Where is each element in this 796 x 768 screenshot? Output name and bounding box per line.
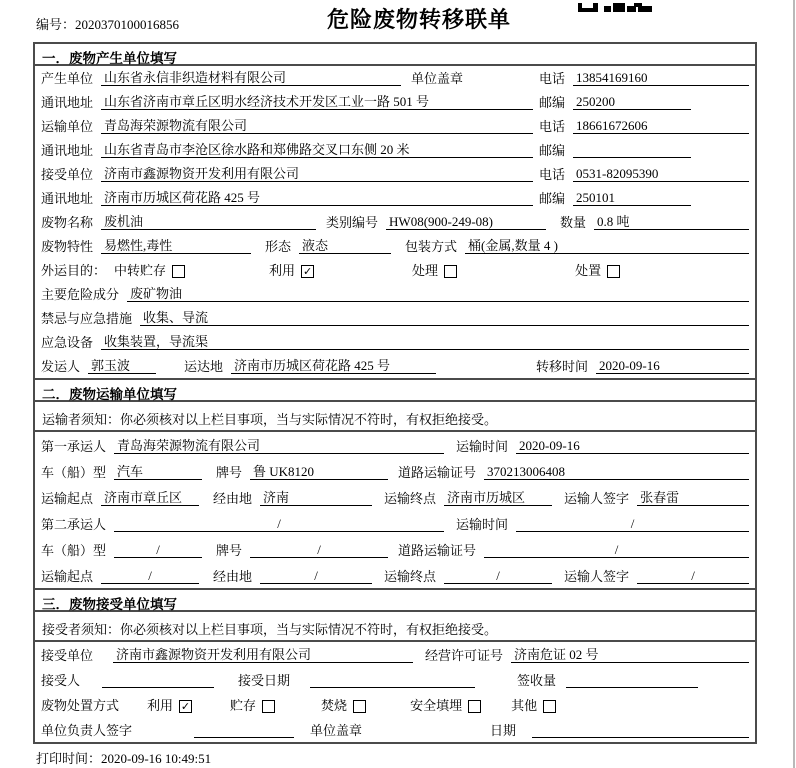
manifest-form — [33, 42, 757, 744]
transporter-zip-value — [573, 143, 691, 158]
waste-name-value: 废机油 — [101, 214, 316, 230]
receiver-notice: 接受者须知：你必须核对以上栏目事项，当与实际情况不符时，有权拒绝接受。 — [35, 612, 755, 642]
via1-value: 济南 — [260, 490, 372, 506]
row-second-carrier — [35, 510, 755, 536]
disposal-method-label: 废物处置方式 — [41, 698, 120, 713]
producer-address-value: 山东省济南市章丘区明水经济技术开发区工业一路 501 号 — [101, 94, 533, 110]
manifest-serial-number: 编号：2020370100016856 — [36, 17, 180, 32]
origin2-value: / — [101, 568, 199, 584]
purpose-dispose-checkbox — [607, 265, 620, 278]
responsible-sign-label: 单位负责人签字 — [41, 723, 133, 738]
row-route2 — [35, 562, 755, 588]
disposal-storage-label: 贮存 — [230, 698, 257, 713]
via2-value: / — [260, 568, 372, 584]
receiver-zip-label: 邮编 — [539, 191, 566, 206]
transporter-address-value: 山东省青岛市李沧区徐水路和郑佛路交叉口东侧 20 米 — [101, 142, 533, 158]
row-waste-character — [35, 234, 755, 258]
row-vehicle2 — [35, 536, 755, 562]
row-receiver-unit — [35, 162, 755, 186]
transporter-phone-value: 18661672606 — [573, 118, 749, 134]
transporter-phone-label: 电话 — [539, 119, 566, 134]
producer-phone-value: 13854169160 — [573, 70, 749, 86]
category-code-value: HW08(900-249-08) — [386, 214, 546, 230]
accept-date-label: 接受日期 — [238, 673, 291, 688]
hazard-component-value: 废矿物油 — [127, 286, 749, 302]
via1-label: 经由地 — [213, 491, 253, 506]
quantity-label: 数量 — [560, 215, 587, 230]
disposal-storage-checkbox — [262, 700, 275, 713]
date-value — [532, 723, 749, 738]
disposal-use-label: 利用 — [147, 698, 174, 713]
second-carrier-value: / — [114, 516, 444, 532]
row-responsible-sign — [35, 717, 755, 742]
row-producer-address — [35, 90, 755, 114]
transport-time2-label: 运输时间 — [456, 517, 509, 532]
vehicle-type2-value: / — [114, 542, 202, 558]
plate1-value: 鲁 UK8120 — [250, 464, 388, 480]
row-emergency-equipment — [35, 330, 755, 354]
disposal-option-other — [511, 698, 556, 713]
row-route1 — [35, 484, 755, 510]
purpose-dispose-label: 处置 — [575, 263, 602, 278]
row-shipper — [35, 354, 755, 378]
transporter-unit-value: 青岛海荣源物流有限公司 — [101, 118, 533, 134]
producer-unit-label: 产生单位 — [41, 71, 94, 86]
section-producer-title: 一．废物产生单位填写 — [35, 44, 755, 66]
category-code-label: 类别编号 — [326, 215, 379, 230]
disposal-use-checkbox: ✓ — [180, 700, 191, 713]
receiving-unit-value: 济南市鑫源物资开发利用有限公司 — [113, 647, 413, 663]
producer-address-label: 通讯地址 — [41, 95, 94, 110]
taboo-measures-label: 禁忌与应急措施 — [41, 311, 133, 326]
end2-value: / — [444, 568, 552, 584]
receiver-unit-label: 接受单位 — [41, 167, 94, 182]
section-transporter — [35, 378, 755, 588]
form-value: 液态 — [299, 238, 391, 254]
vehicle-type2-label: 车（船）型 — [41, 543, 107, 558]
disposal-option-landfill — [410, 698, 481, 713]
received-qty-label: 签收量 — [517, 673, 557, 688]
row-receiving-unit — [35, 642, 755, 667]
destination-label: 运达地 — [184, 359, 224, 374]
license-value: 济南危证 02 号 — [511, 647, 749, 663]
row-hazard-component — [35, 282, 755, 306]
print-time: 打印时间：2020-09-16 10:49:51 — [36, 751, 212, 766]
row-transporter-address — [35, 138, 755, 162]
responsible-sign-value — [194, 723, 294, 738]
road-permit1-value: 370213006408 — [484, 464, 749, 480]
purpose-option-dispose — [575, 263, 620, 278]
received-qty-value — [566, 673, 698, 688]
row-producer-unit — [35, 66, 755, 90]
transport-time1-label: 运输时间 — [456, 439, 509, 454]
disposal-landfill-checkbox — [468, 700, 481, 713]
receiver-seal-label: 单位盖章 — [310, 723, 363, 738]
purpose-label: 外运目的： — [41, 263, 107, 278]
transporter-notice: 运输者须知：你必须核对以上栏目事项，当与实际情况不符时，有权拒绝接受。 — [35, 402, 755, 432]
row-acceptor — [35, 667, 755, 692]
purpose-storage-checkbox — [172, 265, 185, 278]
acceptor-label: 接受人 — [41, 673, 81, 688]
unit-seal-label: 单位盖章 — [411, 71, 464, 86]
emergency-equipment-value: 收集装置，导流渠 — [101, 334, 749, 350]
producer-zip-value: 250200 — [573, 94, 691, 110]
purpose-treat-label: 处理 — [412, 263, 439, 278]
sign1-label: 运输人签字 — [564, 491, 630, 506]
disposal-landfill-label: 安全填埋 — [410, 698, 463, 713]
origin2-label: 运输起点 — [41, 569, 94, 584]
form-label: 形态 — [265, 239, 292, 254]
purpose-use-checkbox: ✓ — [302, 265, 313, 278]
disposal-other-checkbox — [543, 700, 556, 713]
road-permit2-label: 道路运输证号 — [398, 543, 477, 558]
via2-label: 经由地 — [213, 569, 253, 584]
disposal-other-label: 其他 — [511, 698, 538, 713]
receiver-address-label: 通讯地址 — [41, 191, 94, 206]
plate2-label: 牌号 — [216, 543, 243, 558]
row-first-carrier — [35, 432, 755, 458]
transfer-time-value: 2020-09-16 — [596, 358, 749, 374]
purpose-use-label: 利用 — [269, 263, 296, 278]
document-header — [0, 0, 796, 42]
date-label: 日期 — [490, 723, 517, 738]
receiving-unit-label: 接受单位 — [41, 648, 94, 663]
disposal-incinerate-checkbox — [353, 700, 366, 713]
purpose-option-use — [269, 263, 314, 278]
section-producer — [35, 44, 755, 378]
sign2-value: / — [637, 568, 749, 584]
end1-label: 运输终点 — [384, 491, 437, 506]
row-waste-name — [35, 210, 755, 234]
emergency-equipment-label: 应急设备 — [41, 335, 94, 350]
waste-character-value: 易燃性,毒性 — [101, 238, 251, 254]
section-transporter-title: 二．废物运输单位填写 — [35, 380, 755, 402]
second-carrier-label: 第二承运人 — [41, 517, 107, 532]
transport-time1-value: 2020-09-16 — [516, 438, 749, 454]
transporter-address-label: 通讯地址 — [41, 143, 94, 158]
packing-label: 包装方式 — [405, 239, 458, 254]
row-transporter-unit — [35, 114, 755, 138]
disposal-incinerate-label: 焚烧 — [321, 698, 348, 713]
road-permit2-value: / — [484, 542, 749, 558]
sign1-value: 张春雷 — [637, 490, 749, 506]
disposal-option-storage — [230, 698, 275, 713]
shipper-label: 发运人 — [41, 359, 81, 374]
quantity-value: 0.8 吨 — [594, 214, 749, 230]
purpose-option-treat — [412, 263, 457, 278]
transporter-unit-label: 运输单位 — [41, 119, 94, 134]
row-vehicle1 — [35, 458, 755, 484]
purpose-treat-checkbox — [444, 265, 457, 278]
producer-unit-value: 山东省永信非织造材料有限公司 — [101, 70, 401, 86]
shipper-value: 郭玉波 — [88, 358, 156, 374]
purpose-option-storage — [114, 263, 185, 278]
waste-character-label: 废物特性 — [41, 239, 94, 254]
producer-phone-label: 电话 — [539, 71, 566, 86]
transport-time2-value: / — [516, 516, 749, 532]
row-receiver-address — [35, 186, 755, 210]
taboo-measures-value: 收集、导流 — [140, 310, 749, 326]
origin1-label: 运输起点 — [41, 491, 94, 506]
packing-value: 桶(金属,数量 4 ) — [465, 238, 749, 254]
receiver-phone-label: 电话 — [539, 167, 566, 182]
first-carrier-label: 第一承运人 — [41, 439, 107, 454]
accept-date-value — [310, 673, 475, 688]
receiver-phone-value: 0531-82095390 — [573, 166, 749, 182]
disposal-option-incinerate — [321, 698, 366, 713]
destination-value: 济南市历城区荷花路 425 号 — [231, 358, 436, 374]
purpose-storage-label: 中转贮存 — [114, 263, 167, 278]
receiver-zip-value: 250101 — [573, 190, 691, 206]
producer-zip-label: 邮编 — [539, 95, 566, 110]
qr-code-fragment — [578, 0, 652, 16]
transporter-zip-label: 邮编 — [539, 143, 566, 158]
section-receiver — [35, 588, 755, 742]
plate2-value: / — [250, 542, 388, 558]
acceptor-value — [102, 673, 214, 688]
vehicle-type1-label: 车（船）型 — [41, 465, 107, 480]
vehicle-type1-value: 汽车 — [114, 464, 202, 480]
row-transfer-purpose — [35, 258, 755, 282]
section-receiver-title: 三．废物接受单位填写 — [35, 590, 755, 612]
receiver-unit-value: 济南市鑫源物资开发利用有限公司 — [101, 166, 533, 182]
sign2-label: 运输人签字 — [564, 569, 630, 584]
transfer-time-label: 转移时间 — [536, 359, 589, 374]
page-title: 危险废物转移联单 — [327, 7, 512, 32]
waste-name-label: 废物名称 — [41, 215, 94, 230]
row-taboo-measures — [35, 306, 755, 330]
origin1-value: 济南市章丘区 — [101, 490, 199, 506]
row-disposal-method — [35, 692, 755, 717]
disposal-option-use — [147, 698, 192, 713]
page-edge-line — [793, 0, 795, 768]
receiver-address-value: 济南市历城区荷花路 425 号 — [101, 190, 533, 206]
end2-label: 运输终点 — [384, 569, 437, 584]
end1-value: 济南市历城区 — [444, 490, 552, 506]
hazard-component-label: 主要危险成分 — [41, 287, 120, 302]
road-permit1-label: 道路运输证号 — [398, 465, 477, 480]
first-carrier-value: 青岛海荣源物流有限公司 — [114, 438, 444, 454]
plate1-label: 牌号 — [216, 465, 243, 480]
license-label: 经营许可证号 — [425, 648, 504, 663]
